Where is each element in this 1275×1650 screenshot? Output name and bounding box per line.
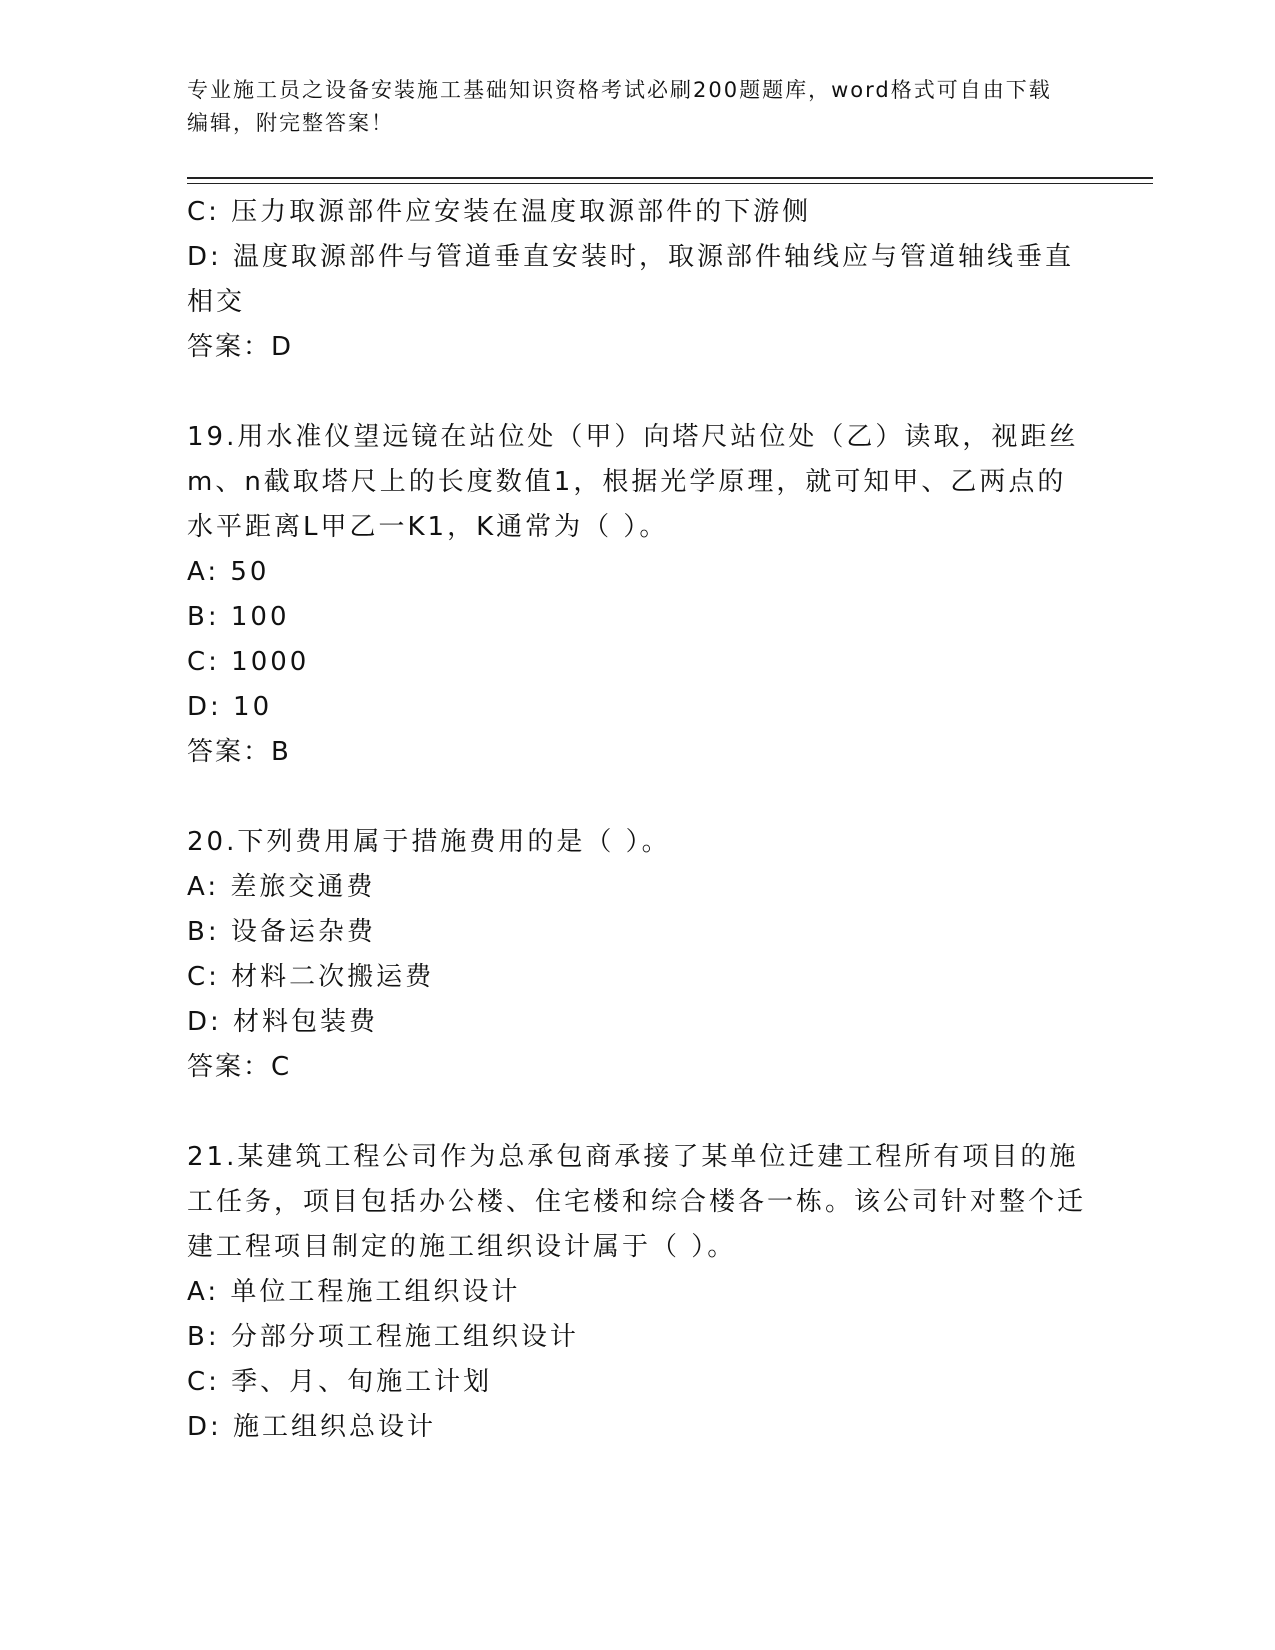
spacer: [187, 1090, 1087, 1135]
option-a: A: 单位工程施工组织设计: [187, 1277, 521, 1307]
option-d: D: 材料包装费: [187, 1007, 379, 1037]
answer-line: 答案：C: [187, 1052, 292, 1082]
spacer: [187, 370, 1087, 415]
header-title: 专业施工员之设备安装施工基础知识资格考试必刷200题题库，word格式可自由下载编辑，附完整答案！: [187, 78, 1052, 135]
option-a: A: 50: [187, 557, 270, 587]
answer-line: 答案：B: [187, 737, 291, 767]
question-stem: 19.用水准仪望远镜在站位处（甲）向塔尺站位处（乙）读取，视距丝m、n截取塔尺上的长度数值1，根据光学原理，就可知甲、乙两点的水平距离L甲乙一K1，K通常为（ ）。: [187, 422, 1079, 542]
header-divider-thin: [187, 183, 1153, 184]
question-content: [187, 190, 1087, 1450]
spacer: [187, 775, 1087, 820]
answer-line: 答案：D: [187, 332, 294, 362]
header-divider-thick: [187, 177, 1153, 179]
question-stem: 20.下列费用属于措施费用的是（ ）。: [187, 827, 671, 857]
option-b: B: 分部分项工程施工组织设计: [187, 1322, 579, 1352]
question-block-continued: [187, 190, 1087, 370]
option-c: C: 季、月、旬施工计划: [187, 1367, 493, 1397]
option-d: D: 10: [187, 692, 273, 722]
page-header: [187, 74, 1067, 140]
question-block-20: [187, 820, 1087, 1090]
question-block-19: [187, 415, 1087, 775]
question-stem: 21.某建筑工程公司作为总承包商承接了某单位迁建工程所有项目的施工任务，项目包括办公楼、住宅楼和综合楼各一栋。该公司针对整个迁建工程项目制定的施工组织设计属于（ ）。: [187, 1142, 1087, 1262]
option-c: C: 压力取源部件应安装在温度取源部件的下游侧: [187, 197, 812, 227]
option-c: C: 1000: [187, 647, 310, 677]
option-b: B: 设备运杂费: [187, 917, 376, 947]
option-b: B: 100: [187, 602, 290, 632]
option-d: D: 施工组织总设计: [187, 1412, 437, 1442]
option-c: C: 材料二次搬运费: [187, 962, 435, 992]
option-d: D: 温度取源部件与管道垂直安装时，取源部件轴线应与管道轴线垂直相交: [187, 242, 1075, 317]
option-a: A: 差旅交通费: [187, 872, 376, 902]
question-block-21: [187, 1135, 1087, 1450]
